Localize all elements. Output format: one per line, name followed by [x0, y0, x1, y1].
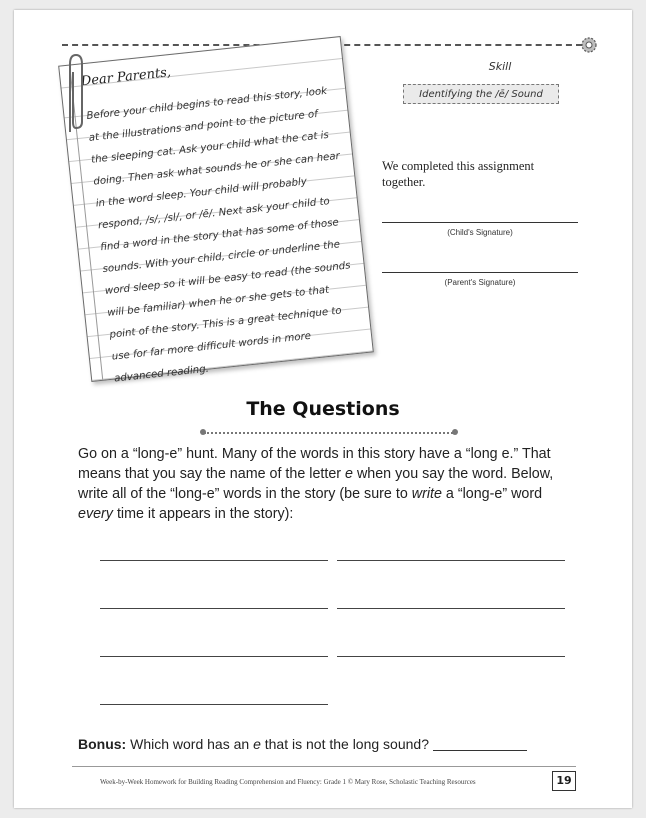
bonus-label: Bonus: [78, 736, 127, 752]
child-signature-line[interactable] [382, 222, 578, 223]
answer-line[interactable] [100, 704, 328, 705]
note-body: Before your child begins to read this story, look at the illustrations and point to the picture of the sleeping cat. Ask your child what the cat is doing. Then ask what sounds he or she can hear in the word sleep. Your child will probably respond, /s/, /sl/, or /ē/. Next ask your child to find a word in the story that has some of those sounds. With your child, circle or underline the word sleep so it will be easy to read (the sounds will be familiar) when he or she gets to that point of the story. This is a great technique to use for far more difficult words in more advanced reading. [86, 85, 352, 385]
parent-signature-line[interactable] [382, 272, 578, 273]
paperclip-icon [64, 52, 86, 142]
note-greeting: Dear Parents, [80, 65, 172, 90]
page-number: 19 [552, 771, 576, 791]
bonus-answer-line[interactable] [433, 750, 527, 751]
bonus-question: Bonus: Which word has an e that is not the long sound? [78, 736, 578, 752]
skill-heading: Skill [488, 60, 512, 73]
parent-note [58, 36, 374, 385]
answer-line[interactable] [337, 608, 565, 609]
completion-statement: We completed this assignment together. [382, 159, 535, 189]
footer-rule [72, 766, 576, 767]
child-signature-label: (Child's Signature) [447, 228, 513, 237]
gear-icon [578, 34, 600, 56]
instructions: Go on a “long-e” hunt. Many of the words in this story have a “long e.” That means that you say the name of the letter e when you say the word. Below, write all of the “long-e” words in the story (be sure to write a “long-e” word every time it appears in the story): [78, 446, 554, 522]
skill-box [403, 84, 559, 104]
rule-dot-right [452, 429, 458, 435]
parent-signature-label: (Parent's Signature) [444, 278, 516, 287]
footer-citation: Week-by-Week Homework for Building Reading Comprehension and Fluency: Grade 1 © Mary Rose, Scholastic Teaching Resources [100, 778, 476, 786]
dotted-rule [204, 432, 456, 434]
questions-title: The Questions [246, 398, 400, 420]
answer-line[interactable] [100, 656, 328, 657]
skill-name: Identifying the /ē/ Sound [419, 88, 543, 100]
answer-line[interactable] [337, 656, 565, 657]
answer-line[interactable] [100, 560, 328, 561]
answer-line[interactable] [337, 560, 565, 561]
answer-line[interactable] [100, 608, 328, 609]
